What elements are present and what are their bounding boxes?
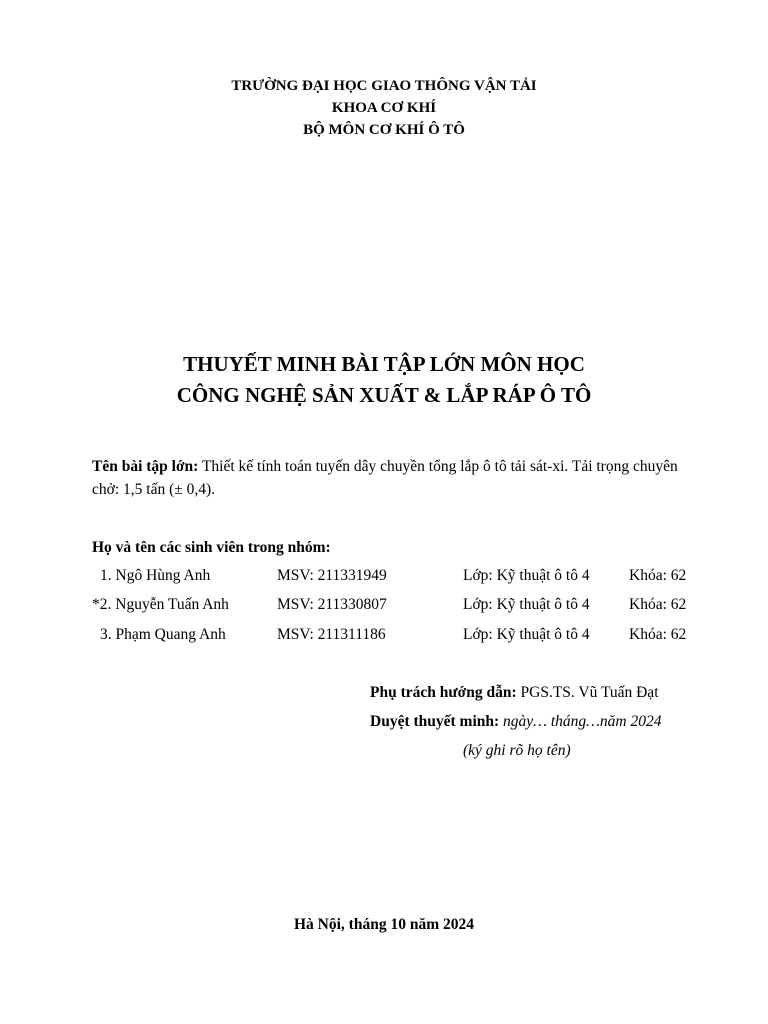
signature-note: (ký ghi rõ họ tên) [463,742,571,759]
member-name: 1. Ngô Hùng Anh [100,567,211,584]
member-row [0,565,768,587]
member-course: Khóa: 62 [629,567,687,584]
member-course: Khóa: 62 [629,626,687,643]
title-line-2: CÔNG NGHỆ SẢN XUẤT & LẮP RÁP Ô TÔ [176,383,592,407]
member-class: Lớp: Kỹ thuật ô tô 4 [463,596,590,613]
project-description [92,455,692,501]
member-class: Lớp: Kỹ thuật ô tô 4 [463,567,590,584]
approval-label: Duyệt thuyết minh: [370,713,500,730]
approval-date: ngày… tháng…năm 2024 [499,713,662,730]
member-name: *2. Nguyễn Tuấn Anh [92,596,229,613]
member-class: Lớp: Kỹ thuật ô tô 4 [463,626,590,643]
faculty-name: KHOA CƠ KHÍ [331,100,437,116]
institution-header [0,75,768,141]
title-line-1: THUYẾT MINH BÀI TẬP LỚN MÔN HỌC [183,352,585,376]
university-name: TRƯỜNG ĐẠI HỌC GIAO THÔNG VẬN TẢI [231,78,537,94]
supervisor-label: Phụ trách hướng dẫn: [370,684,517,701]
member-msv: MSV: 211330807 [277,596,387,613]
project-label: Tên bài tập lớn: [92,458,199,475]
member-name: 3. Phạm Quang Anh [100,626,226,643]
member-msv: MSV: 211311186 [277,626,386,643]
project-text: Thiết kế tính toán tuyến dây chuyền tổng lắp ô tô tải sát-xi. Tải trọng chuyên chở: 1,5 tấn (± 0,4). [92,458,678,498]
member-row [0,594,768,616]
supervisor-line [370,682,659,704]
members-heading: Họ và tên các sinh viên trong nhóm: [92,539,331,556]
document-title [0,349,768,411]
member-row [0,624,768,646]
member-course: Khóa: 62 [629,596,687,613]
department-name: BỘ MÔN CƠ KHÍ Ô TÔ [303,122,465,138]
approval-line [370,711,662,733]
place-date-footer: Hà Nội, tháng 10 năm 2024 [294,916,474,933]
supervisor-name: PGS.TS. Vũ Tuấn Đạt [516,684,659,701]
member-msv: MSV: 211331949 [277,567,387,584]
